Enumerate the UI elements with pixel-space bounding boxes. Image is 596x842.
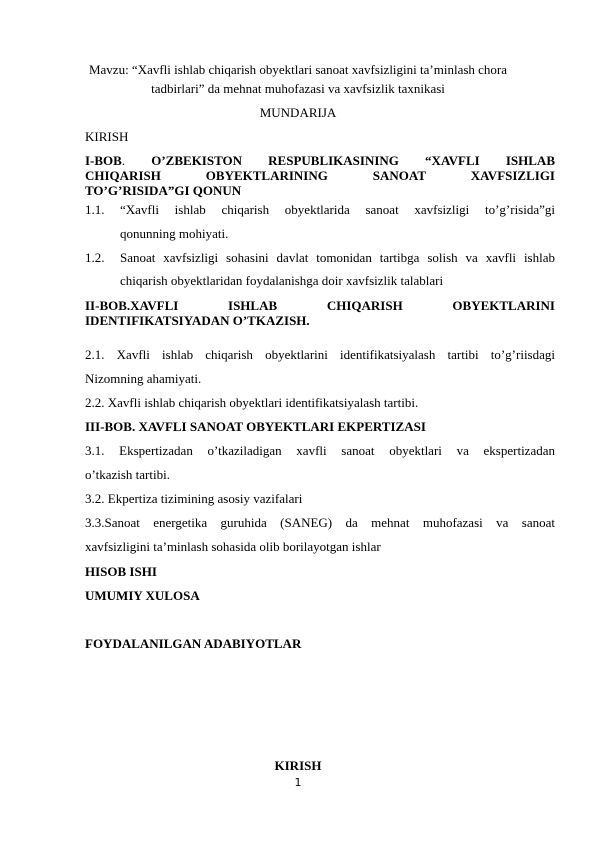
toc-chapter-1-line-3: TO’G’RISIDA”GI QONUN [85,183,242,198]
toc-chapter-1-line-1 [85,153,555,168]
toc-chapter-2-line-1: II-BOB.XAVFLI ISHLAB CHIQARISH OBYEKTLARINI [85,298,555,313]
page-number: 1 [294,776,302,789]
toc-chapter-1-line-2: CHIQARISH OBYEKTLARINING SANOAT XAVFSIZLIGI [85,168,555,183]
toc-item-1-2-line-1: Sanoat xavfsizligi sohasini davlat tomonidan tartibga solish va xavfli ishlab [120,250,555,265]
toc-item-1-2-line-2: chiqarish obyektlaridan foydalanishga doir xavfsizlik talablari [120,273,444,288]
toc-item-3-2: 3.2. Ekpertiza tizimining asosiy vazifalari [85,491,303,506]
topic-line-2: tadbirlari” da mehnat muhofazasi va xavfsizlik taxnikasi [151,81,445,96]
toc-item-1-2-number: 1.2. [85,250,105,265]
chapter-1-title-start: O’ZBEKISTON RESPUBLIKASINING “XAVFLI ISHLAB [151,153,555,168]
section-heading-kirish: KIRISH [274,758,322,773]
topic-line-1: Mavzu: “Xavfli ishlab chiqarish obyektlari sanoat xavfsizligini ta’minlash chora [88,62,508,77]
toc-item-3-3-line-2: xavfsizligini ta’minlash sohasida olib borilayotgan ishlar [85,539,381,554]
toc-item-1-1-number: 1.1. [85,202,105,217]
toc-item-2-1-line-2: Nizomning ahamiyati. [85,371,202,386]
toc-conclusion: UMUMIY XULOSA [85,588,200,603]
chapter-1-dot: . [121,153,126,168]
toc-references: FOYDALANILGAN ADABIYOTLAR [85,636,302,651]
chapter-1-label: I-BOB [85,153,122,168]
toc-item-3-1-line-2: o’tkazish tartibi. [85,467,170,482]
toc-report: HISOB ISHI [85,564,157,579]
toc-intro: KIRISH [85,129,129,144]
toc-chapter-3: III-BOB. XAVFLI SANOAT OBYEKTLARI EKPERTIZASI [85,419,426,434]
toc-item-3-1-line-1: 3.1. Ekspertizadan o’tkaziladigan xavfli sanoat obyektlari va ekspertizadan [85,443,555,458]
toc-item-1-1-line-1: “Xavfli ishlab chiqarish obyektlarida sanoat xavfsizligi to’g’risida”gi [120,202,555,217]
toc-item-3-3-line-1: 3.3.Sanoat energetika guruhida (SANEG) da mehnat muhofazasi va sanoat [85,515,555,530]
toc-item-2-1-line-1: 2.1. Xavfli ishlab chiqarish obyektlarini identifikatsiyalash tartibi to’g’riisdagi [85,347,555,362]
toc-item-2-2: 2.2. Xavfli ishlab chiqarish obyektlari identifikatsiyalash tartibi. [85,395,419,410]
toc-item-1-1-line-2: qonunning mohiyati. [120,226,229,241]
contents-heading: MUNDARIJA [259,105,337,120]
toc-chapter-2-line-2: IDENTIFIKATSIYADAN O’TKAZISH. [85,313,310,328]
